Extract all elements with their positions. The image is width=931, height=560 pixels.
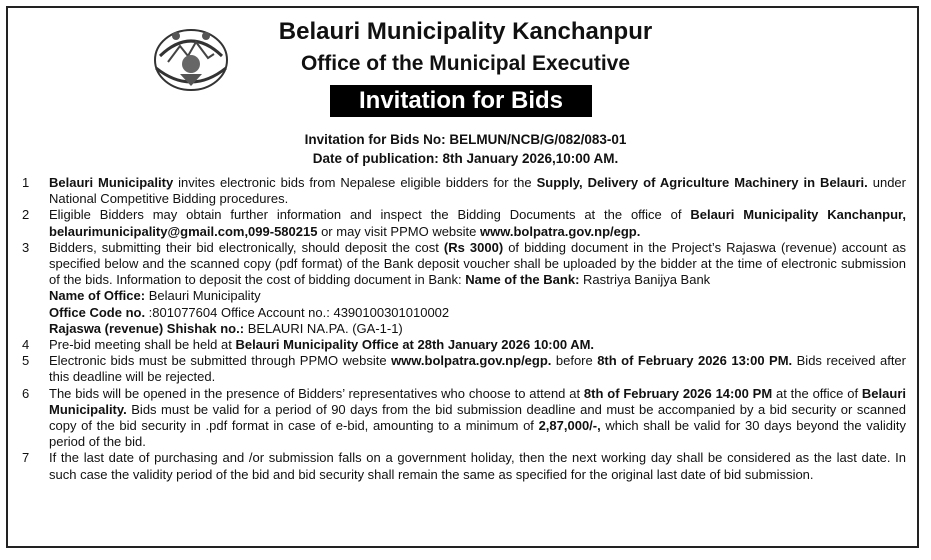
notice-items bbox=[22, 175, 906, 483]
list-item: 7 If the last date of purchasing and /or submission falls on a government holiday, then the next working day shall be considered as the last date. In such case the validity period of the bid and bid security shall remain the same as specified for the original last date of bid submission. bbox=[22, 450, 906, 482]
page-title: Belauri Municipality Kanchanpur bbox=[278, 18, 653, 45]
bank-office-code: Office Code no. :801077604 Office Account no.: 4390100301010002 bbox=[49, 304, 450, 320]
bank-shishak: Rajaswa (revenue) Shishak no.: BELAURI NA.PA. (GA-1-1) bbox=[49, 320, 403, 336]
bank-office-name: Name of Office: Belauri Municipality bbox=[49, 288, 261, 304]
list-item: 3 Bidders, submitting their bid electronically, should deposit the cost (Rs 3000) of bidding document in the Project’s Rajaswa (revenue) account as specified below and the scanned copy (pdf format) of the Bank deposit voucher shall be uploaded by the bidder at the time of electronic submission of the bids. Information to deposit the cost of bidding document in Bank: Name of the Bank: Rastriya Banijya Bank bbox=[22, 239, 907, 288]
list-item: 4 Pre-bid meeting shall be held at Belauri Municipality Office at 28th January 2026 10:00 AM. bbox=[22, 337, 595, 353]
invitation-banner: Invitation for Bids bbox=[330, 85, 592, 117]
list-item: 2 Eligible Bidders may obtain further information and inspect the Bidding Documents at the office of Belauri Municipality Kanchanpur, belaurimunicipality@gmail.com,099-580215 or may visit PPMO website www.bolpatra.gov.np/egp. bbox=[22, 207, 906, 239]
list-item: 1 Belauri Municipality invites electronic bids from Nepalese eligible bidders for the Supply, Delivery of Agriculture Machinery in Belauri. under National Competitive Bidding procedures. bbox=[22, 175, 906, 207]
bid-number: Invitation for Bids No: BELMUN/NCB/G/082/083-01 bbox=[304, 132, 627, 147]
list-item: 5 Electronic bids must be submitted through PPMO website www.bolpatra.gov.np/egp. before 8th of February 2026 13:00 PM. Bids received after this deadline will be rejected. bbox=[22, 353, 906, 385]
bid-references bbox=[0, 130, 931, 168]
page-subtitle: Office of the Municipal Executive bbox=[300, 52, 631, 75]
list-item: 6 The bids will be opened in the presence of Bidders’ representatives who choose to attend at 8th of February 2026 14:00 PM at the office of Belauri Municipality. Bids must be valid for a period of 90 days from the bid submission deadline and must be accompanied by a bid security or scanned copy of the bid security in .pdf format in case of e-bid, amounting to a minimum of 2,87,000/-, which shall be valid for 30 days beyond the validity period of the bid. bbox=[22, 385, 906, 450]
publication-date: Date of publication: 8th January 2026,10:00 AM. bbox=[312, 151, 619, 166]
